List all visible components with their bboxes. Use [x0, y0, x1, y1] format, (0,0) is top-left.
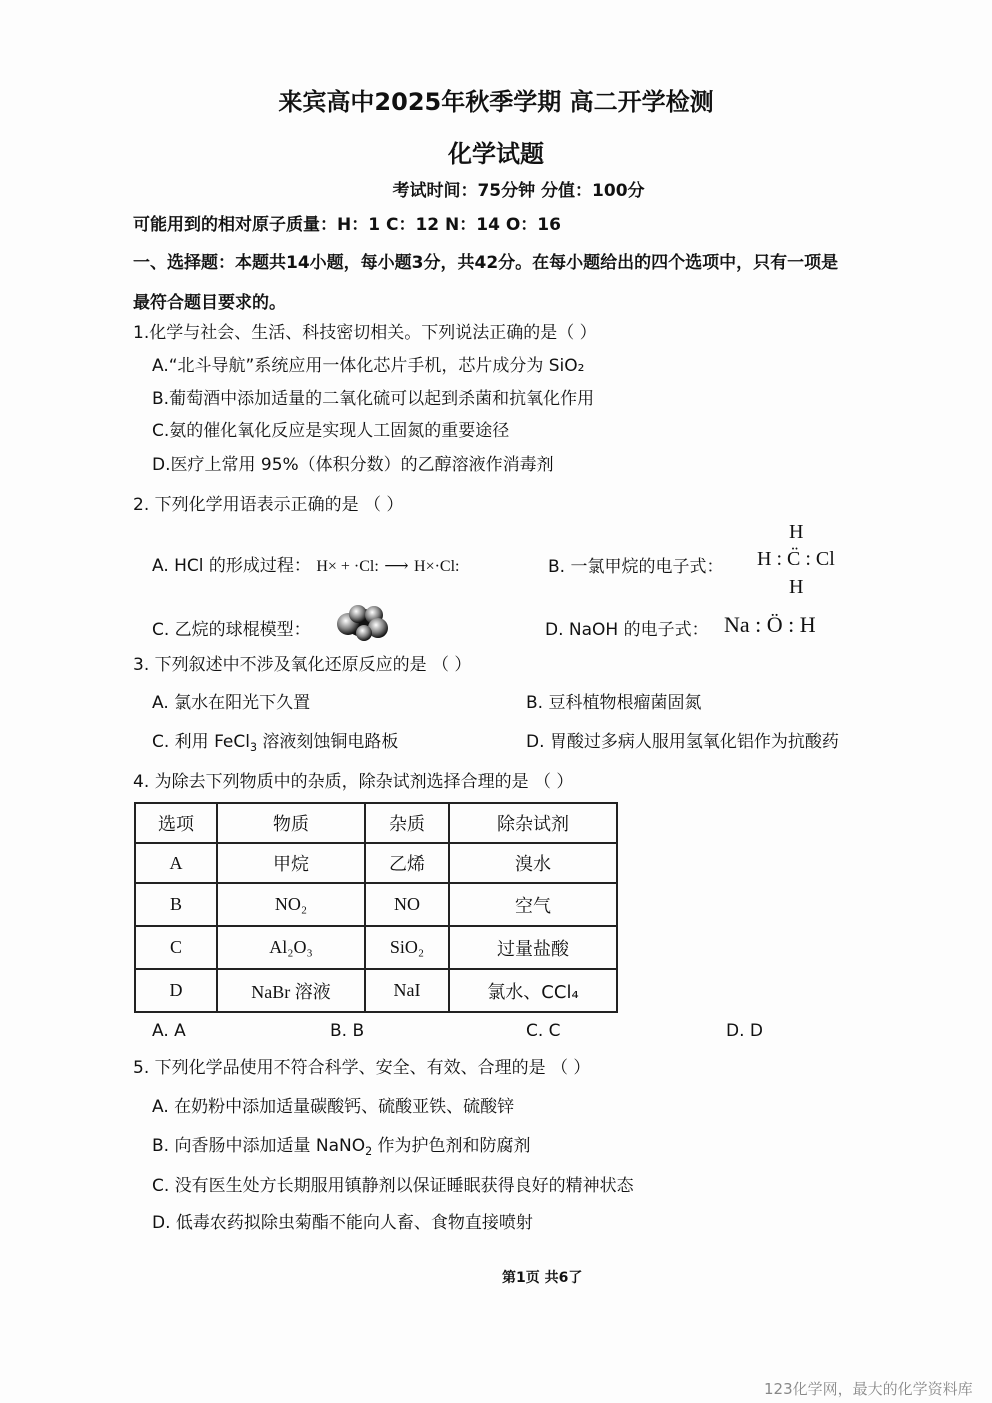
table-header-cell: 选项 [135, 803, 217, 843]
watermark: 123化学网，最大的化学资料库 [764, 1380, 973, 1398]
question-3-option-b: B. 豆科植物根瘤菌固氮 [526, 693, 702, 713]
table-cell: 氯水、CCl₄ [449, 969, 617, 1012]
question-5-stem: 5. 下列化学品使用不符合科学、安全、有效、合理的是 （ ） [133, 1058, 591, 1078]
question-2-stem: 2. 下列化学用语表示正确的是 （ ） [133, 495, 404, 515]
table-cell: NO [365, 883, 449, 926]
question-3-option-c-text: C. 利用 FeCl [152, 732, 250, 752]
table-cell: 甲烷 [217, 843, 365, 883]
question-3-stem: 3. 下列叙述中不涉及氧化还原反应的是 （ ） [133, 655, 472, 675]
impurity-table [134, 802, 618, 1013]
exam-title: 来宾高中2025年秋季学期 高二开学检测 [278, 88, 714, 116]
question-2-option-d-label: D. NaOH 的电子式： [545, 620, 709, 640]
question-4-stem: 4. 为除去下列物质中的杂质，除杂试剂选择合理的是 （ ） [133, 772, 574, 792]
table-header-cell: 杂质 [365, 803, 449, 843]
ethane-ball-model-icon [334, 603, 392, 643]
hcl-formation-left: H× + ·Cl: [316, 558, 379, 575]
question-4-answer-b: B. B [330, 1021, 365, 1041]
question-2-option-b-label: B. 一氯甲烷的电子式： [548, 557, 724, 577]
question-5-option-b-text-end: 作为护色剂和防腐剂 [372, 1136, 531, 1156]
question-3-option-a: A. 氯水在阳光下久置 [152, 693, 311, 713]
question-4-answer-d: D. D [726, 1021, 763, 1041]
question-4-answer-a: A. A [152, 1021, 186, 1041]
hcl-formation-right: H×·Cl: [414, 558, 460, 575]
table-cell: D [135, 969, 217, 1012]
table-cell: Al₂O₃ [217, 926, 365, 969]
table-cell: A [135, 843, 217, 883]
table-cell: SiO₂ [365, 926, 449, 969]
table-row [135, 883, 617, 926]
hydrogen-ball [356, 625, 372, 641]
table-header-cell: 除杂试剂 [449, 803, 617, 843]
table-cell: C [135, 926, 217, 969]
table-cell: 溴水 [449, 843, 617, 883]
question-2-option-c-label: C. 乙烷的球棍模型： [152, 620, 311, 640]
question-1-stem: 1.化学与社会、生活、科技密切相关。下列说法正确的是（ ） [133, 323, 597, 343]
atomic-masses: 可能用到的相对原子质量：H：1 C：12 N：14 O：16 [133, 215, 561, 235]
page-number: 第1页 共6了 [502, 1270, 583, 1286]
question-1-option-d: D.医疗上常用 95%（体积分数）的乙醇溶液作消毒剂 [152, 455, 554, 475]
chloromethane-bottom-h: H [789, 576, 804, 598]
question-5-option-b-text: B. 向香肠中添加适量 NaNO [152, 1136, 366, 1156]
question-4-answer-c: C. C [526, 1021, 561, 1041]
table-cell: B [135, 883, 217, 926]
question-1-option-b: B.葡萄酒中添加适量的二氧化硫可以起到杀菌和抗氧化作用 [152, 389, 595, 409]
chloromethane-electron-formula: H : C̈ : Cl [757, 548, 835, 570]
table-row [135, 969, 617, 1012]
chloromethane-top-h: H [789, 521, 804, 543]
question-3-option-c-text-end: 溶液刻蚀铜电路板 [257, 732, 399, 752]
table-header-cell: 物质 [217, 803, 365, 843]
hydrogen-ball [349, 605, 367, 623]
table-cell: 空气 [449, 883, 617, 926]
reaction-arrow-icon: ⟶ [384, 556, 409, 575]
section-instruction-line2: 最符合题目要求的。 [133, 293, 286, 313]
question-1-option-c: C.氨的催化氧化反应是实现人工固氮的重要途径 [152, 421, 510, 441]
subscript: 3 [249, 740, 258, 754]
naoh-electron-formula: Na : Ö : H [724, 612, 816, 637]
table-cell: 过量盐酸 [449, 926, 617, 969]
section-instruction-line1: 一、选择题：本题共14小题，每小题3分，共42分。在每小题给出的四个选项中，只有一项是 [133, 253, 839, 273]
table-row [135, 843, 617, 883]
question-3-option-d: D. 胃酸过多病人服用氢氧化铝作为抗酸药 [526, 732, 839, 752]
table-cell: 乙烯 [365, 843, 449, 883]
question-1-option-a: A.“北斗导航”系统应用一体化芯片手机，芯片成分为 SiO₂ [152, 356, 585, 376]
exam-subtitle: 化学试题 [448, 140, 544, 168]
question-2-option-a [152, 551, 459, 576]
table-row [135, 926, 617, 969]
question-2-option-a-label: A. HCl 的形成过程： [152, 556, 311, 576]
table-cell: NaI [365, 969, 449, 1012]
table-cell: NaBr 溶液 [217, 969, 365, 1012]
question-3-option-c [152, 727, 398, 752]
table-header-row [135, 803, 617, 843]
subscript: 2 [365, 1144, 373, 1158]
question-5-option-c: C. 没有医生处方长期服用镇静剂以保证睡眠获得良好的精神状态 [152, 1176, 634, 1196]
question-5-option-a: A. 在奶粉中添加适量碳酸钙、硫酸亚铁、硫酸锌 [152, 1097, 515, 1117]
question-5-option-d: D. 低毒农药拟除虫菊酯不能向人畜、食物直接喷射 [152, 1213, 533, 1233]
exam-info: 考试时间：75分钟 分值：100分 [392, 181, 645, 201]
question-5-option-b [152, 1131, 531, 1156]
table-cell: NO₂ [217, 883, 365, 926]
